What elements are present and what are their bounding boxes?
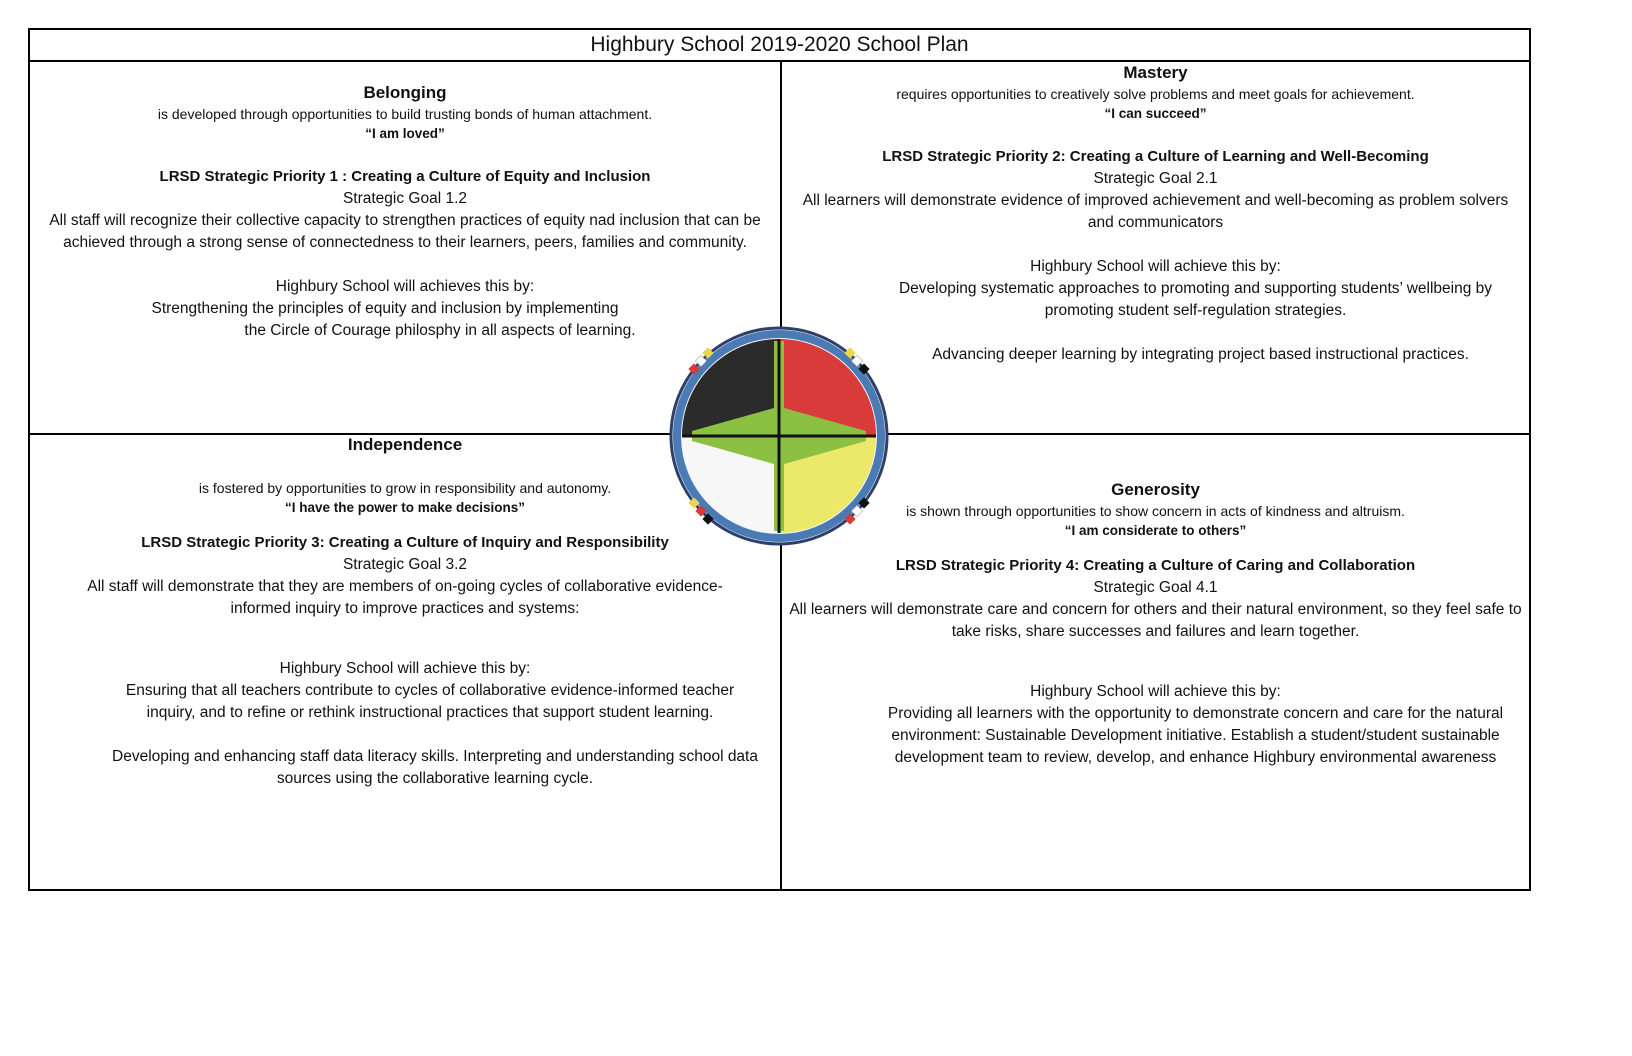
independence-goal-text: All staff will demonstrate that they are members of on-going cycles of collaborative evidence-informed inquiry to improve practices and systems: bbox=[87, 578, 723, 617]
independence-action-1: Ensuring that all teachers contribute to cycles of collaborative evidence-informed teacher inquiry, and to refine or rethink instructional practices that support student learning. bbox=[125, 682, 735, 721]
independence-quote: “I have the power to make decisions” bbox=[284, 500, 526, 515]
independence-description: is fostered by opportunities to grow in responsibility and autonomy. bbox=[198, 480, 612, 496]
generosity-achieve bbox=[788, 681, 1523, 703]
independence-action-2: Developing and enhancing staff data literacy skills. Interpreting and understanding school data sources using the collaborative learning cycle. bbox=[112, 748, 758, 787]
generosity-achieve-school: Highbury School bbox=[1030, 683, 1144, 700]
generosity-goal: Strategic Goal 4.1 bbox=[1093, 579, 1218, 596]
mastery-action-1: Developing systematic approaches to promoting and supporting students’ wellbeing by promoting student self-regulation strategies. bbox=[898, 280, 1493, 319]
mastery-quote: “I can succeed” bbox=[1104, 106, 1207, 121]
belonging-achieve-school: Highbury School bbox=[275, 278, 390, 295]
belonging-quote: “I am loved” bbox=[365, 126, 445, 141]
belonging-action-line-2: the Circle of Courage philosphy in all aspects of learning. bbox=[244, 322, 636, 339]
belonging-action-line-1: Strengthening the principles of equity and inclusion by implementing bbox=[151, 300, 619, 317]
mastery-achieve-rest: will achieve this by: bbox=[1143, 258, 1281, 275]
mastery-heading: Mastery bbox=[1123, 63, 1188, 82]
generosity-heading: Generosity bbox=[1111, 480, 1200, 499]
independence-priority: LRSD Strategic Priority 3: Creating a Culture of Inquiry and Responsibility bbox=[141, 534, 669, 551]
circle-of-courage-wheel-icon bbox=[666, 323, 892, 549]
mastery-priority: LRSD Strategic Priority 2: Creating a Culture of Learning and Well-Becoming bbox=[882, 148, 1429, 165]
belonging-goal-text: All staff will recognize their collective capacity to strengthen practices of equity nad inclusion that can be achieved through a strong sense of connectedness to their learners, peers, families and community. bbox=[49, 212, 761, 251]
belonging-priority: LRSD Strategic Priority 1 : Creating a Culture of Equity and Inclusion bbox=[159, 168, 651, 185]
belonging-achieve-rest: will achieves this by: bbox=[389, 278, 535, 295]
mastery-goal-text: All learners will demonstrate evidence of improved achievement and well-becoming as problem solvers and communicators bbox=[802, 192, 1509, 231]
generosity-quote: “I am considerate to others” bbox=[1064, 523, 1247, 538]
independence-quadrant bbox=[40, 434, 770, 790]
page-title: Highbury School 2019-2020 School Plan bbox=[30, 30, 1529, 62]
generosity-priority: LRSD Strategic Priority 4: Creating a Culture of Caring and Collaboration bbox=[895, 557, 1416, 574]
independence-achieve-school: Highbury School bbox=[279, 660, 394, 677]
belonging-heading: Belonging bbox=[363, 83, 447, 102]
generosity-quadrant bbox=[788, 479, 1523, 769]
belonging-quadrant bbox=[40, 82, 770, 342]
belonging-goal: Strategic Goal 1.2 bbox=[342, 190, 468, 207]
independence-achieve bbox=[40, 658, 770, 680]
mastery-goal: Strategic Goal 2.1 bbox=[1093, 170, 1218, 187]
belonging-achieve bbox=[40, 276, 770, 298]
mastery-quadrant bbox=[788, 62, 1523, 366]
generosity-action-1: Providing all learners with the opportunity to demonstrate concern and care for the natural environment: Sustainable Development initiative. Establish a student/student sustainable development team to review, develop, and enhance Highbury environmental awareness bbox=[887, 705, 1504, 766]
mastery-action-2: Advancing deeper learning by integrating project based instructional practices. bbox=[932, 346, 1469, 363]
generosity-goal-text: All learners will demonstrate care and concern for others and their natural environment, so they feel safe to take risks, share successes and failures and learn together. bbox=[789, 601, 1522, 640]
belonging-description: is developed through opportunities to build trusting bonds of human attachment. bbox=[157, 106, 653, 122]
independence-achieve-rest: will achieve this by: bbox=[393, 660, 531, 677]
independence-goal: Strategic Goal 3.2 bbox=[342, 556, 468, 573]
independence-heading: Independence bbox=[347, 435, 463, 454]
generosity-achieve-rest: will achieve this by: bbox=[1143, 683, 1281, 700]
mastery-achieve bbox=[788, 256, 1523, 278]
mastery-description: requires opportunities to creatively solve problems and meet goals for achievement. bbox=[896, 86, 1415, 102]
generosity-description: is shown through opportunities to show concern in acts of kindness and altruism. bbox=[906, 503, 1405, 519]
mastery-achieve-school: Highbury School bbox=[1030, 258, 1144, 275]
